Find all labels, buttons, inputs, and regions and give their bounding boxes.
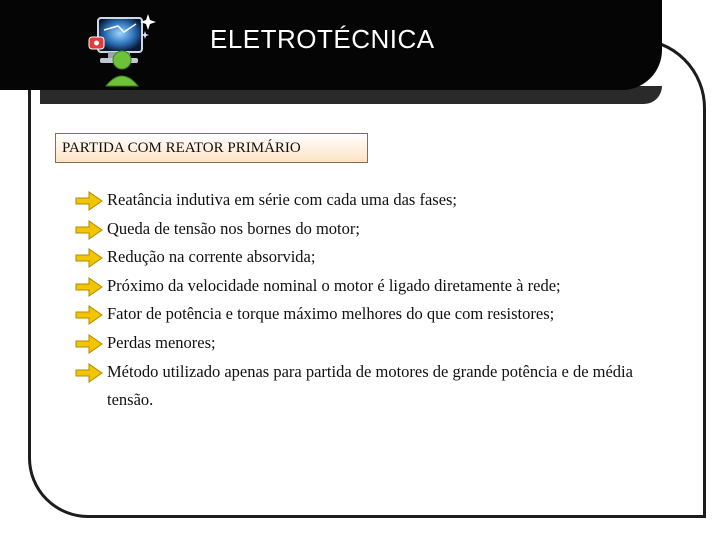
section-title: PARTIDA COM REATOR PRIMÁRIO: [62, 140, 301, 156]
bullet-text: Fator de potência e torque máximo melhores do que com resistores;: [107, 304, 555, 324]
bullet-item: [74, 358, 674, 415]
bullet-text: Próximo da velocidade nominal o motor é ligado diretamente à rede;: [107, 275, 561, 295]
bullet-item: [74, 243, 674, 272]
bullet-item: [74, 186, 674, 215]
bullet-text: Redução na corrente absorvida;: [107, 247, 316, 267]
arrow-right-icon: [74, 276, 104, 298]
bullet-text: Perdas menores;: [107, 332, 216, 352]
arrow-right-icon: [74, 219, 104, 241]
bullet-item: [74, 300, 674, 329]
arrow-right-icon: [74, 304, 104, 326]
arrow-right-icon: [74, 333, 104, 355]
bullet-text: Método utilizado apenas para partida de motores de grande potência e de média tensão.: [107, 361, 633, 410]
bullet-item: [74, 215, 674, 244]
bullet-text: Reatância indutiva em série com cada uma das fases;: [107, 190, 458, 209]
bullet-text: Queda de tensão nos bornes do motor;: [107, 218, 360, 238]
arrow-right-icon: [74, 190, 104, 212]
bullet-item: [74, 272, 674, 301]
bullet-item: [74, 329, 674, 358]
page-title: ELETROTÉCNICA: [210, 24, 435, 54]
bullet-list: [74, 186, 674, 415]
computer-user-icon: [84, 12, 160, 88]
arrow-right-icon: [74, 247, 104, 269]
section-title-box: [55, 133, 368, 163]
arrow-right-icon: [74, 362, 104, 384]
